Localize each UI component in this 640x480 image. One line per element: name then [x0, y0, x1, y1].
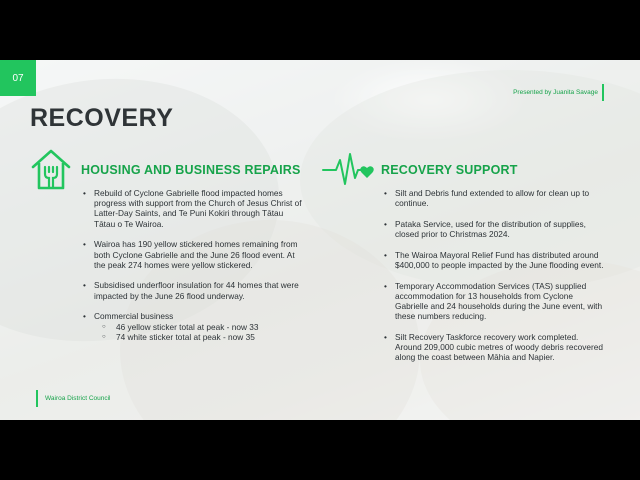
presenter-label: Presented by Juanita Savage	[513, 89, 598, 96]
footer-label: Wairoa District Council	[45, 395, 111, 402]
page-number: 07	[0, 60, 36, 96]
section-heading-housing: HOUSING AND BUSINESS REPAIRS	[81, 163, 301, 177]
list-item: • Pataka Service, used for the distribution of supplies, closed prior to Christmas 2024.	[384, 219, 606, 239]
recovery-bullet-list	[384, 188, 606, 373]
list-item-text: Commercial business	[94, 311, 174, 322]
list-item: • Rebuild of Cyclone Gabrielle flood impacted homes progress with support from the Church of Jesus Christ of Latter-Day Saints, and Te Puni Kokiri through Tātau Tātau o Te Wairoa.	[83, 188, 305, 229]
list-item	[83, 311, 305, 342]
sub-bullet-list	[94, 322, 305, 342]
sub-list-item: ○ 46 yellow sticker total at peak - now 33	[94, 322, 305, 332]
footer-accent-bar	[36, 390, 38, 407]
section-heading-recovery-support: RECOVERY SUPPORT	[381, 163, 518, 177]
list-item: • Temporary Accommodation Services (TAS) supplied accommodation for 13 households from Cyclone Gabrielle and 24 households during the June event, with these numbers reducing.	[384, 281, 606, 322]
list-item: • The Wairoa Mayoral Relief Fund has distributed around $400,000 to people impacted by the June flooding event.	[384, 250, 606, 270]
presenter-accent-bar	[602, 84, 604, 101]
sub-list-item: ○ 74 white sticker total at peak - now 35	[94, 332, 305, 342]
list-item: • Subsidised underfloor insulation for 44 homes that were impacted by the June 26 flood underway.	[83, 280, 305, 300]
house-wrench-icon	[30, 147, 72, 191]
slide-title: RECOVERY	[30, 104, 174, 132]
housing-bullet-list	[83, 188, 305, 352]
list-item: • Silt and Debris fund extended to allow for clean up to continue.	[384, 188, 606, 208]
heartbeat-icon	[322, 152, 376, 188]
list-item: • Silt Recovery Taskforce recovery work completed. Around 209,000 cubic metres of woody debris recovered along the coast between Māhia and Napier.	[384, 332, 606, 363]
slide	[0, 60, 640, 420]
list-item: • Wairoa has 190 yellow stickered homes remaining from both Cyclone Gabrielle and the June 26 flood event. At the peak 274 homes were yellow stickered.	[83, 239, 305, 270]
